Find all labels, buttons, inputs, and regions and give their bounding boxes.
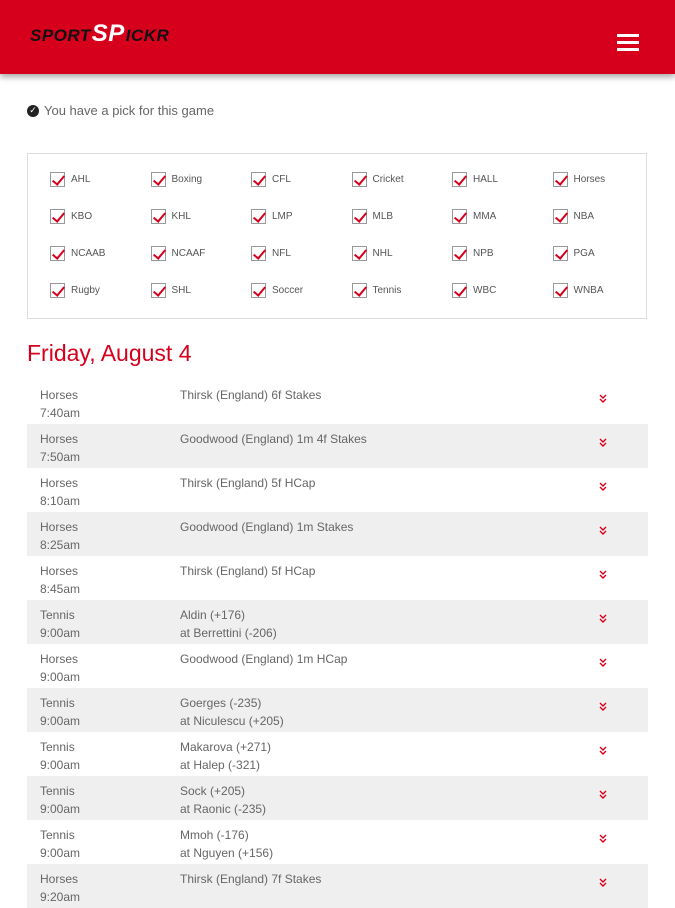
checkbox-icon[interactable]	[452, 246, 467, 261]
event-matchup-line2: at Niculescu (+205)	[180, 714, 284, 728]
filter-label: Tennis	[372, 285, 402, 296]
event-matchup-line1: Thirsk (England) 5f HCap	[180, 476, 316, 490]
event-row[interactable]	[27, 600, 648, 644]
filter-label: NPB	[473, 248, 494, 259]
event-time: 8:25am	[40, 538, 81, 552]
filter-label: CFL	[272, 174, 291, 185]
event-sport: Horses	[40, 652, 79, 666]
event-time: 9:20am	[40, 890, 81, 904]
filter-mma[interactable]	[452, 209, 496, 224]
filter-label: SHL	[171, 285, 191, 296]
checkbox-icon[interactable]	[251, 246, 266, 261]
checkbox-icon[interactable]	[452, 172, 467, 187]
filter-label: Horses	[573, 174, 606, 185]
checkbox-icon[interactable]	[151, 172, 166, 187]
chevron-double-down-icon[interactable]	[597, 657, 609, 669]
event-matchup-line2: at Berrettini (-206)	[180, 626, 277, 640]
chevron-double-down-icon[interactable]	[597, 481, 609, 493]
filter-label: WNBA	[573, 285, 604, 296]
event-row[interactable]	[27, 424, 648, 468]
event-matchup-line1: Goodwood (England) 1m 4f Stakes	[180, 432, 367, 446]
filter-label: HALL	[473, 174, 499, 185]
checkbox-icon[interactable]	[251, 172, 266, 187]
checkbox-icon[interactable]	[352, 209, 367, 224]
filter-kbo[interactable]	[50, 209, 92, 224]
pick-legend-text: You have a pick for this game	[44, 103, 215, 118]
event-row[interactable]	[27, 556, 648, 600]
filter-mlb[interactable]	[352, 209, 394, 224]
event-matchup-line2: at Raonic (-235)	[180, 802, 267, 816]
checkbox-icon[interactable]	[352, 246, 367, 261]
event-sport: Tennis	[40, 828, 75, 842]
event-matchup-line1: Sock (+205)	[180, 784, 246, 798]
checkbox-icon[interactable]	[352, 283, 367, 298]
event-time: 9:00am	[40, 758, 81, 772]
event-time: 7:50am	[40, 450, 81, 464]
event-time: 9:00am	[40, 802, 81, 816]
event-sport: Horses	[40, 388, 79, 402]
event-row[interactable]	[27, 864, 648, 908]
event-time: 8:10am	[40, 494, 81, 508]
filter-label: Soccer	[272, 285, 304, 296]
filter-cricket[interactable]	[352, 172, 404, 187]
checkbox-icon[interactable]	[553, 246, 568, 261]
event-sport: Horses	[40, 432, 79, 446]
filter-label: MMA	[473, 211, 497, 222]
filter-label: WBC	[473, 285, 497, 296]
filter-ncaaf[interactable]	[151, 246, 206, 261]
event-row[interactable]	[27, 644, 648, 688]
checkbox-icon[interactable]	[452, 283, 467, 298]
date-heading: Friday, August 4	[27, 340, 192, 366]
checkbox-icon[interactable]	[151, 283, 166, 298]
events-list	[27, 380, 648, 908]
filter-label: Cricket	[372, 174, 404, 185]
event-row[interactable]	[27, 688, 648, 732]
filter-horses[interactable]	[553, 172, 606, 187]
chevron-double-down-icon[interactable]	[597, 569, 609, 581]
event-sport: Tennis	[40, 740, 75, 754]
checkbox-icon[interactable]	[50, 283, 65, 298]
filter-label: NHL	[372, 248, 393, 259]
chevron-double-down-icon[interactable]	[597, 789, 609, 801]
filter-label: NCAAB	[71, 248, 106, 259]
filter-label: AHL	[71, 174, 91, 185]
checkbox-icon[interactable]	[553, 283, 568, 298]
app-header	[0, 0, 675, 74]
event-time: 9:00am	[40, 626, 81, 640]
event-row[interactable]	[27, 468, 648, 512]
filter-label: MLB	[372, 211, 394, 222]
filter-rugby[interactable]	[50, 283, 100, 298]
checkbox-icon[interactable]	[50, 246, 65, 261]
filter-cfl[interactable]	[251, 172, 291, 187]
sport-filters-panel	[27, 153, 647, 319]
checkbox-icon[interactable]	[553, 209, 568, 224]
event-row[interactable]	[27, 732, 648, 776]
logo-part-2: SP	[91, 20, 125, 47]
event-matchup-line1: Mmoh (-176)	[180, 828, 249, 842]
filter-boxing[interactable]	[151, 172, 203, 187]
event-sport: Horses	[40, 520, 79, 534]
event-time: 7:40am	[40, 406, 81, 420]
checkbox-icon[interactable]	[50, 172, 65, 187]
event-matchup-line1: Thirsk (England) 7f Stakes	[180, 872, 322, 886]
chevron-double-down-icon[interactable]	[597, 613, 609, 625]
event-matchup-line2: at Nguyen (+156)	[180, 846, 274, 860]
filter-pga[interactable]	[553, 246, 595, 261]
event-matchup-line1: Goerges (-235)	[180, 696, 262, 710]
filter-label: KBO	[71, 211, 93, 222]
check-circle-icon: ✓	[27, 105, 39, 117]
filter-label: PGA	[573, 248, 595, 259]
filter-lmp[interactable]	[251, 209, 293, 224]
event-time: 9:00am	[40, 670, 81, 684]
pick-legend	[27, 103, 214, 118]
filter-khl[interactable]	[151, 209, 191, 224]
chevron-double-down-icon[interactable]	[597, 877, 609, 889]
event-time: 9:00am	[40, 714, 81, 728]
chevron-double-down-icon[interactable]	[597, 833, 609, 845]
filter-npb[interactable]	[452, 246, 494, 261]
chevron-double-down-icon[interactable]	[597, 525, 609, 537]
filter-nhl[interactable]	[352, 246, 393, 261]
filter-label: KHL	[171, 211, 191, 222]
event-time: 8:45am	[40, 582, 81, 596]
event-row[interactable]	[27, 820, 648, 864]
event-sport: Tennis	[40, 608, 75, 622]
filter-label: NFL	[272, 248, 291, 259]
event-row[interactable]	[27, 776, 648, 820]
event-sport: Tennis	[40, 696, 75, 710]
logo-part-3: ICKR	[125, 26, 170, 45]
chevron-double-down-icon[interactable]	[597, 393, 609, 405]
event-sport: Tennis	[40, 784, 75, 798]
sportspickr-logo[interactable]	[30, 20, 169, 48]
checkbox-icon[interactable]	[251, 209, 266, 224]
filter-shl[interactable]	[151, 283, 191, 298]
filter-hall[interactable]	[452, 172, 498, 187]
filter-nba[interactable]	[553, 209, 595, 224]
filter-wbc[interactable]	[452, 283, 496, 298]
event-sport: Horses	[40, 564, 79, 578]
checkbox-icon[interactable]	[553, 172, 568, 187]
checkbox-icon[interactable]	[50, 209, 65, 224]
filter-label: Rugby	[71, 285, 100, 296]
event-matchup-line1: Thirsk (England) 5f HCap	[180, 564, 316, 578]
chevron-double-down-icon[interactable]	[597, 701, 609, 713]
event-time: 9:00am	[40, 846, 81, 860]
checkbox-icon[interactable]	[151, 209, 166, 224]
filter-label: NBA	[573, 211, 595, 222]
event-matchup-line1: Goodwood (England) 1m HCap	[180, 652, 348, 666]
filter-ncaab[interactable]	[50, 246, 105, 261]
filter-label: Boxing	[171, 174, 203, 185]
filter-label: LMP	[272, 211, 293, 222]
checkbox-icon[interactable]	[352, 172, 367, 187]
filter-tennis[interactable]	[352, 283, 402, 298]
filter-label: NCAAF	[171, 248, 206, 259]
event-matchup-line1: Aldin (+176)	[180, 608, 246, 622]
logo-part-1: SPORT	[30, 26, 91, 45]
filter-wnba[interactable]	[553, 283, 604, 298]
hamburger-menu-icon[interactable]	[617, 34, 639, 52]
chevron-double-down-icon[interactable]	[597, 745, 609, 757]
event-sport: Horses	[40, 476, 79, 490]
chevron-double-down-icon[interactable]	[597, 437, 609, 449]
filter-ahl[interactable]	[50, 172, 90, 187]
event-row[interactable]	[27, 512, 648, 556]
checkbox-icon[interactable]	[251, 283, 266, 298]
filter-soccer[interactable]	[251, 283, 303, 298]
event-matchup-line1: Goodwood (England) 1m Stakes	[180, 520, 354, 534]
filter-nfl[interactable]	[251, 246, 291, 261]
event-matchup-line1: Makarova (+271)	[180, 740, 272, 754]
checkbox-icon[interactable]	[452, 209, 467, 224]
event-matchup-line2: at Halep (-321)	[180, 758, 261, 772]
event-matchup-line1: Thirsk (England) 6f Stakes	[180, 388, 322, 402]
event-sport: Horses	[40, 872, 79, 886]
checkbox-icon[interactable]	[151, 246, 166, 261]
event-row[interactable]	[27, 380, 648, 424]
